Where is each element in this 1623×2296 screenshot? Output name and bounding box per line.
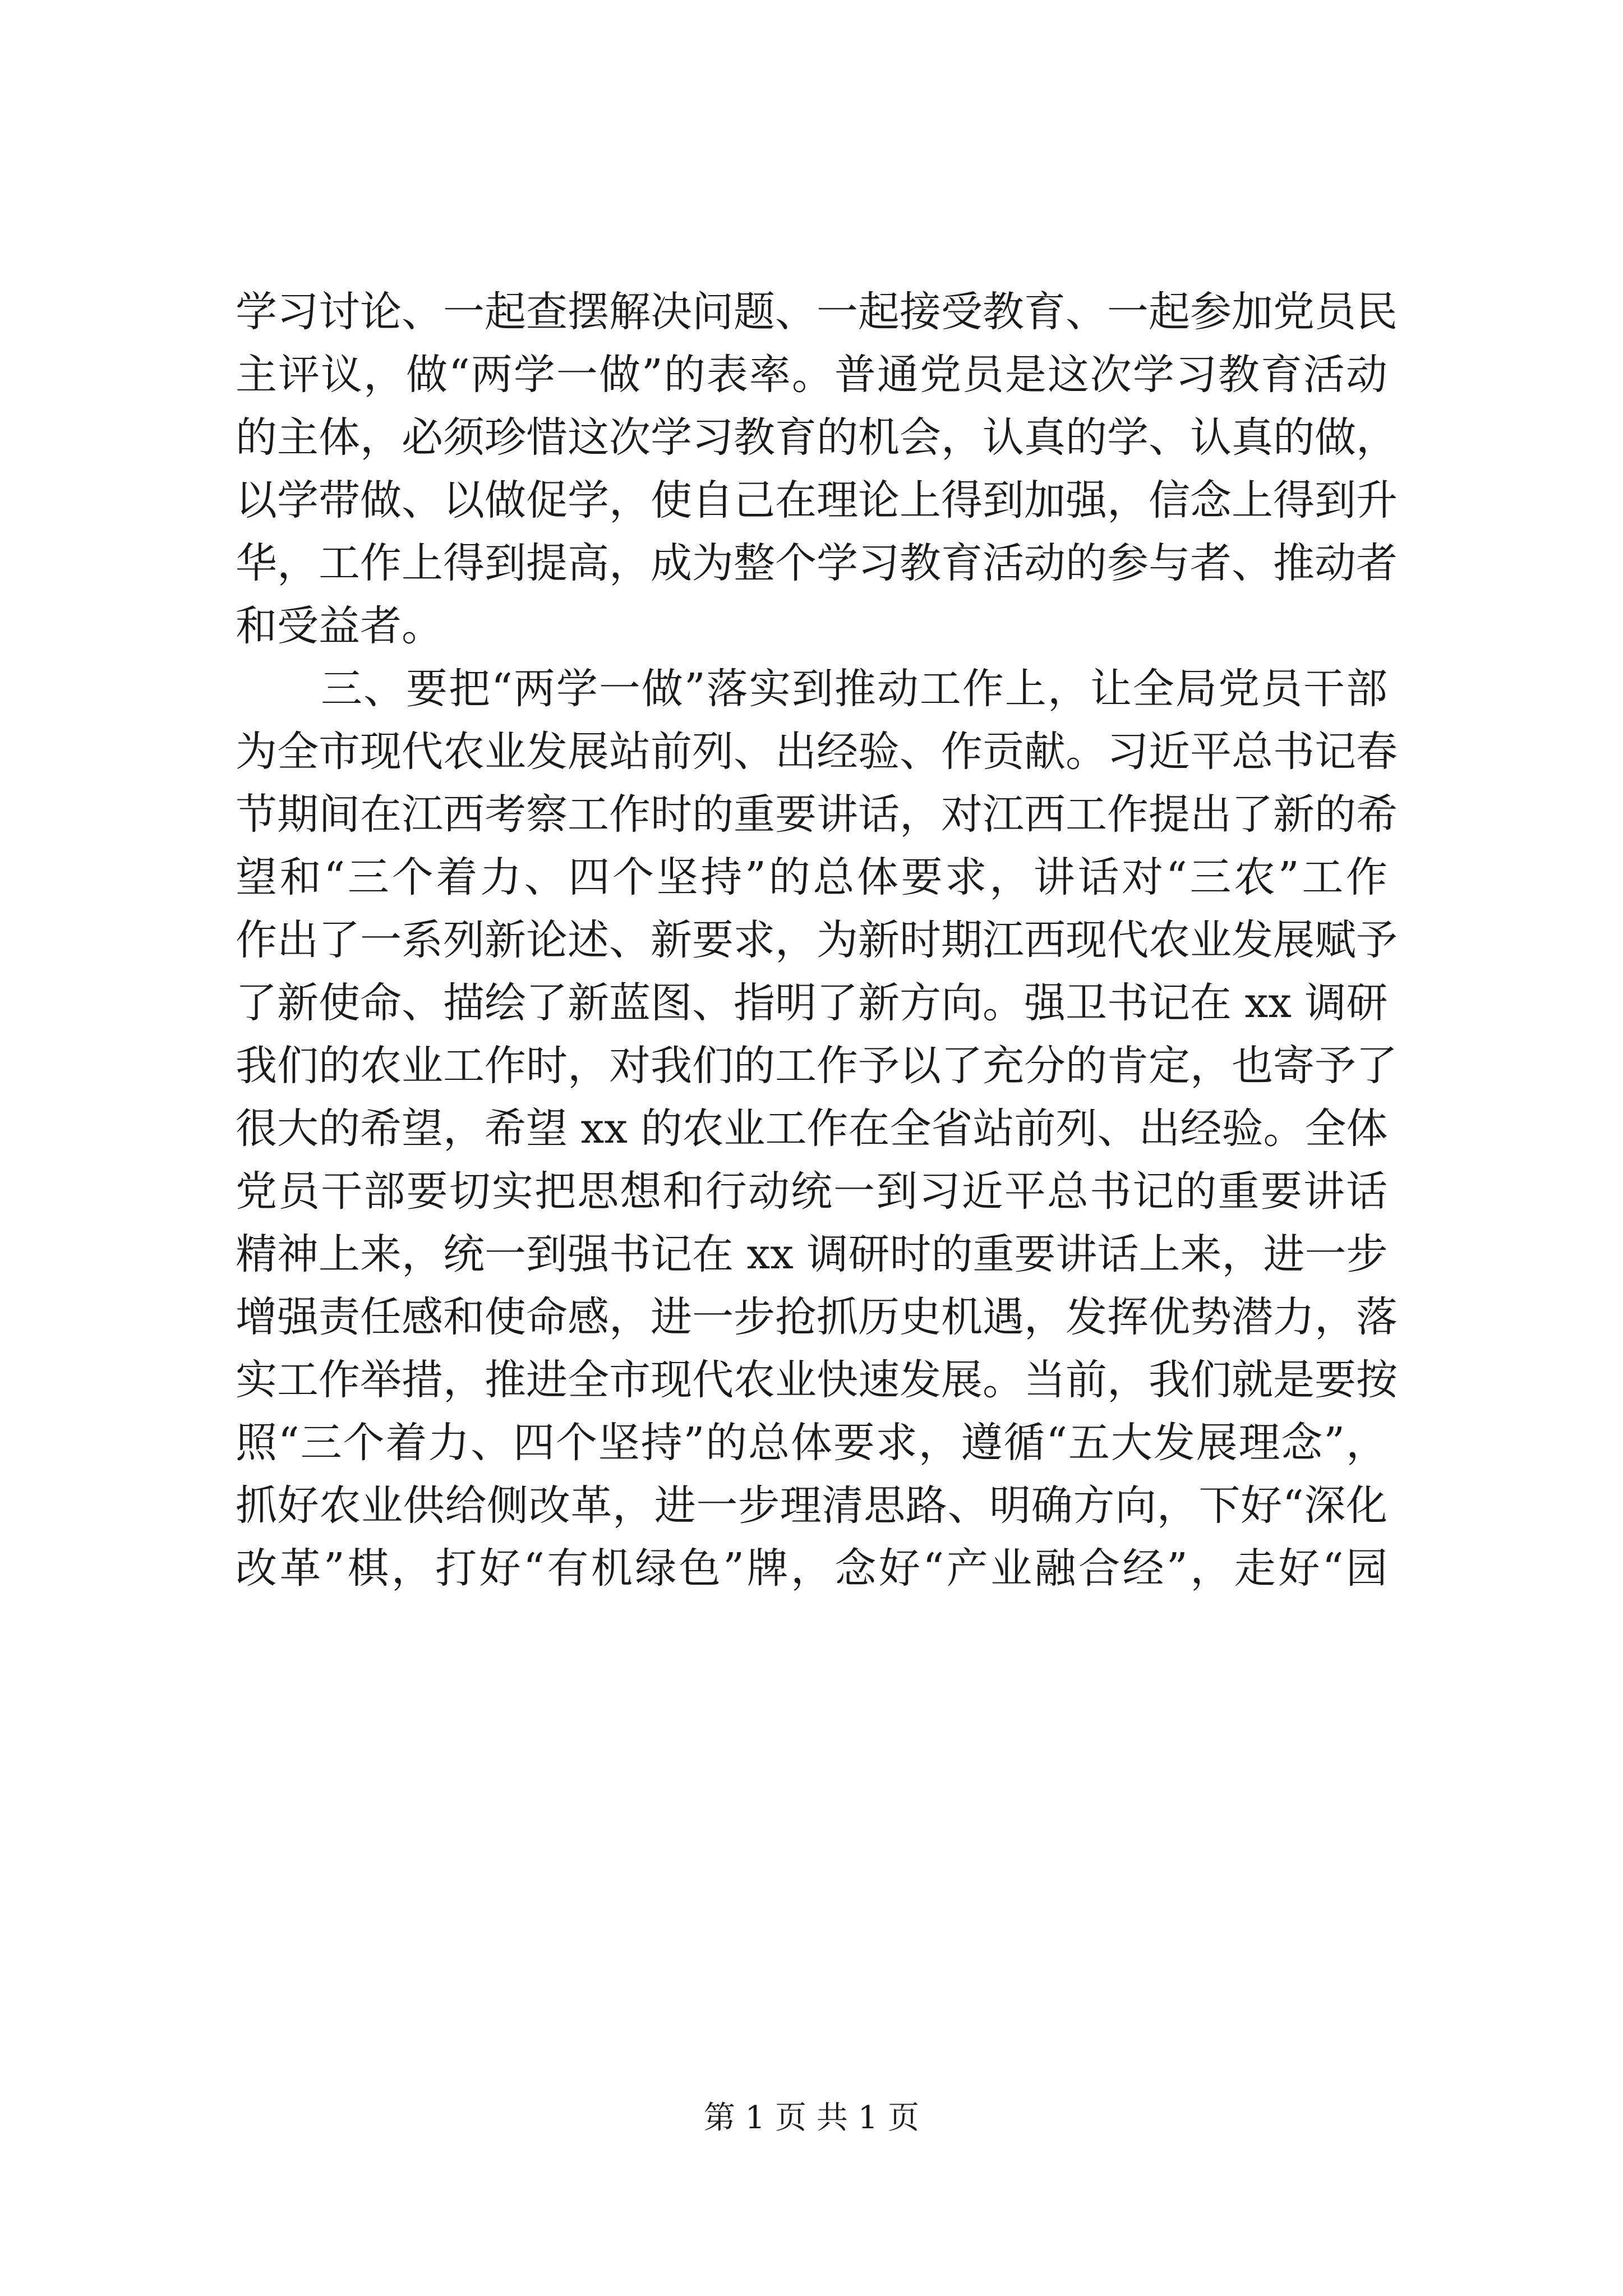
text-line: 抓好农业供给侧改革，进一步理清思路、明确方向，下好“深化 — [236, 1481, 1387, 1530]
text-line: 党员干部要切实把思想和行动统一到习近平总书记的重要讲话 — [236, 1167, 1387, 1216]
text-line: 增强责任感和使命感，进一步抢抓历史机遇，发挥优势潜力，落 — [236, 1293, 1398, 1341]
text-line: 很大的希望，希望 xx 的农业工作在全省站前列、出经验。全体 — [236, 1105, 1388, 1153]
text-line: 精神上来，统一到强书记在 xx 调研时的重要讲话上来，进一步 — [236, 1230, 1388, 1278]
text-line: 华，工作上得到提高，成为整个学习教育活动的参与者、推动者 — [236, 539, 1398, 587]
text-line: 节期间在江西考察工作时的重要讲话，对江西工作提出了新的希 — [236, 790, 1398, 839]
text-line: 望和“三个着力、四个坚持”的总体要求，讲话对“三农”工作 — [236, 853, 1387, 901]
body-text — [236, 280, 1398, 1600]
text-line: 照“三个着力、四个坚持”的总体要求，遵循“五大发展理念”， — [236, 1419, 1387, 1467]
text-line: 改革”棋，打好“有机绿色”牌，念好“产业融合经”，走好“园 — [236, 1544, 1387, 1593]
text-line: 以学带做、以做促学，使自己在理论上得到加强，信念上得到升 — [236, 476, 1398, 524]
text-line: 作出了一系列新论述、新要求，为新时期江西现代农业发展赋予 — [236, 916, 1398, 964]
text-line: 我们的农业工作时，对我们的工作予以了充分的肯定，也寄予了 — [236, 1042, 1398, 1090]
text-line: 实工作举措，推进全市现代农业快速发展。当前，我们就是要按 — [236, 1356, 1398, 1404]
text-line: 和受益者。 — [236, 602, 443, 650]
text-line: 了新使命、描绘了新蓝图、指明了新方向。强卫书记在 xx 调研 — [236, 979, 1388, 1027]
text-line: 为全市现代农业发展站前列、出经验、作贡献。习近平总书记春 — [236, 728, 1398, 776]
text-line: 主评议，做“两学一做”的表率。普通党员是这次学习教育活动 — [236, 351, 1387, 399]
page-number-label: 第 1 页 共 1 页 — [703, 2100, 920, 2136]
page-footer — [0, 2098, 1623, 2138]
text-line: 三、要把“两学一做”落实到推动工作上，让全局党员干部 — [321, 665, 1387, 713]
text-line: 的主体，必须珍惜这次学习教育的机会，认真的学、认真的做， — [236, 413, 1398, 462]
text-line: 学习讨论、一起查摆解决问题、一起接受教育、一起参加党员民 — [236, 288, 1398, 336]
